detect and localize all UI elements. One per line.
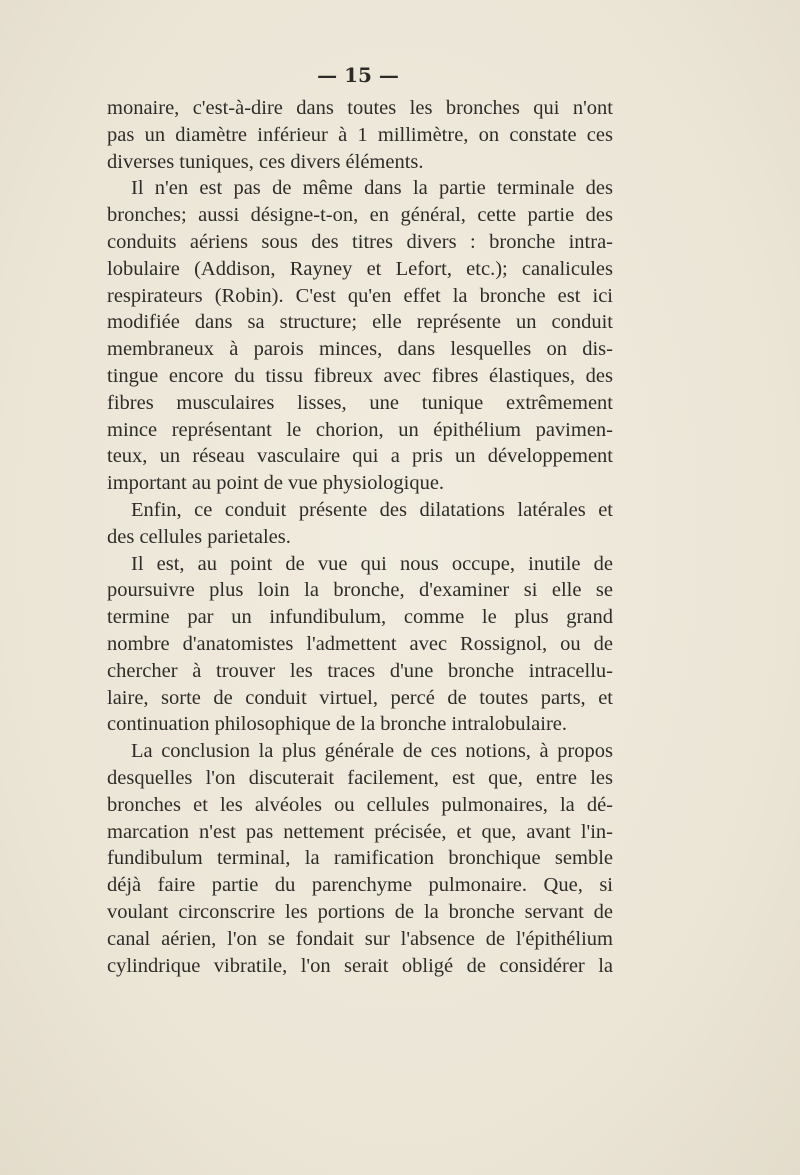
- text-line: teux, un réseau vasculaire qui a pris un développement: [107, 445, 613, 468]
- text-line: Enfin, ce conduit présente des dilatations latérales et: [131, 498, 613, 521]
- text-line: continuation philosophique de la bronche intralobulaire.: [107, 713, 567, 736]
- text-line: chercher à trouver les traces d'une bronche intracellu-: [107, 659, 613, 682]
- text-line: important au point de vue physiologique.: [107, 472, 445, 495]
- text-line: des cellules parietales.: [107, 525, 291, 548]
- text-line: modifiée dans sa structure; elle représente un conduit: [107, 311, 613, 334]
- text-line: canal aérien, l'on se fondait sur l'absence de l'épithélium: [107, 927, 613, 950]
- text-line: lobulaire (Addison, Rayney et Lefort, etc.); canalicules: [107, 257, 613, 280]
- text-line: La conclusion la plus générale de ces notions, à propos: [131, 740, 613, 763]
- text-line: fundibulum terminal, la ramification bronchique semble: [107, 847, 613, 870]
- text-line: conduits aériens sous des titres divers : bronche intra-: [107, 230, 613, 253]
- text-line: cylindrique vibratile, l'on serait obligé de considérer la: [107, 954, 613, 977]
- text-line: voulant circonscrire les portions de la bronche servant de: [107, 900, 613, 923]
- text-line: poursuivre plus loin la bronche, d'examiner si elle se: [107, 579, 613, 602]
- text-line: bronches; aussi désigne-t-on, en général, cette partie des: [107, 204, 613, 227]
- text-line: monaire, c'est-à-dire dans toutes les bronches qui n'ont: [107, 97, 613, 119]
- text-line: bronches et les alvéoles ou cellules pulmonaires, la dé-: [107, 793, 613, 816]
- text-line: Il n'en est pas de même dans la partie terminale des: [131, 177, 613, 200]
- text-line: desquelles l'on discuterait facilement, est que, entre les: [107, 766, 613, 789]
- text-line: tingue encore du tissu fibreux avec fibres élastiques, des: [107, 364, 613, 387]
- text-line: termine par un infundibulum, comme le plus grand: [107, 606, 613, 629]
- text-line: diverses tuniques, ces divers éléments.: [107, 150, 424, 173]
- text-line: Il est, au point de vue qui nous occupe, inutile de: [131, 552, 613, 575]
- text-line: mince représentant le chorion, un épithélium pavimen-: [107, 418, 613, 441]
- text-line: nombre d'anatomistes l'admettent avec Rossignol, ou de: [107, 632, 613, 655]
- text-line: respirateurs (Robin). C'est qu'en effet la bronche est ici: [107, 284, 613, 307]
- text-line: fibres musculaires lisses, une tunique extrêmement: [107, 391, 613, 414]
- text-line: laire, sorte de conduit virtuel, percé de toutes parts, et: [107, 686, 613, 709]
- body-text: [107, 95, 613, 979]
- text-line: membraneux à parois minces, dans lesquelles on dis-: [107, 338, 613, 361]
- text-line: marcation n'est pas nettement précisée, et que, avant l'in-: [107, 820, 613, 843]
- text-line: pas un diamètre inférieur à 1 millimètre, on constate ces: [107, 123, 613, 146]
- page-number: — 15 —: [317, 63, 399, 87]
- text-line: déjà faire partie du parenchyme pulmonaire. Que, si: [107, 874, 613, 897]
